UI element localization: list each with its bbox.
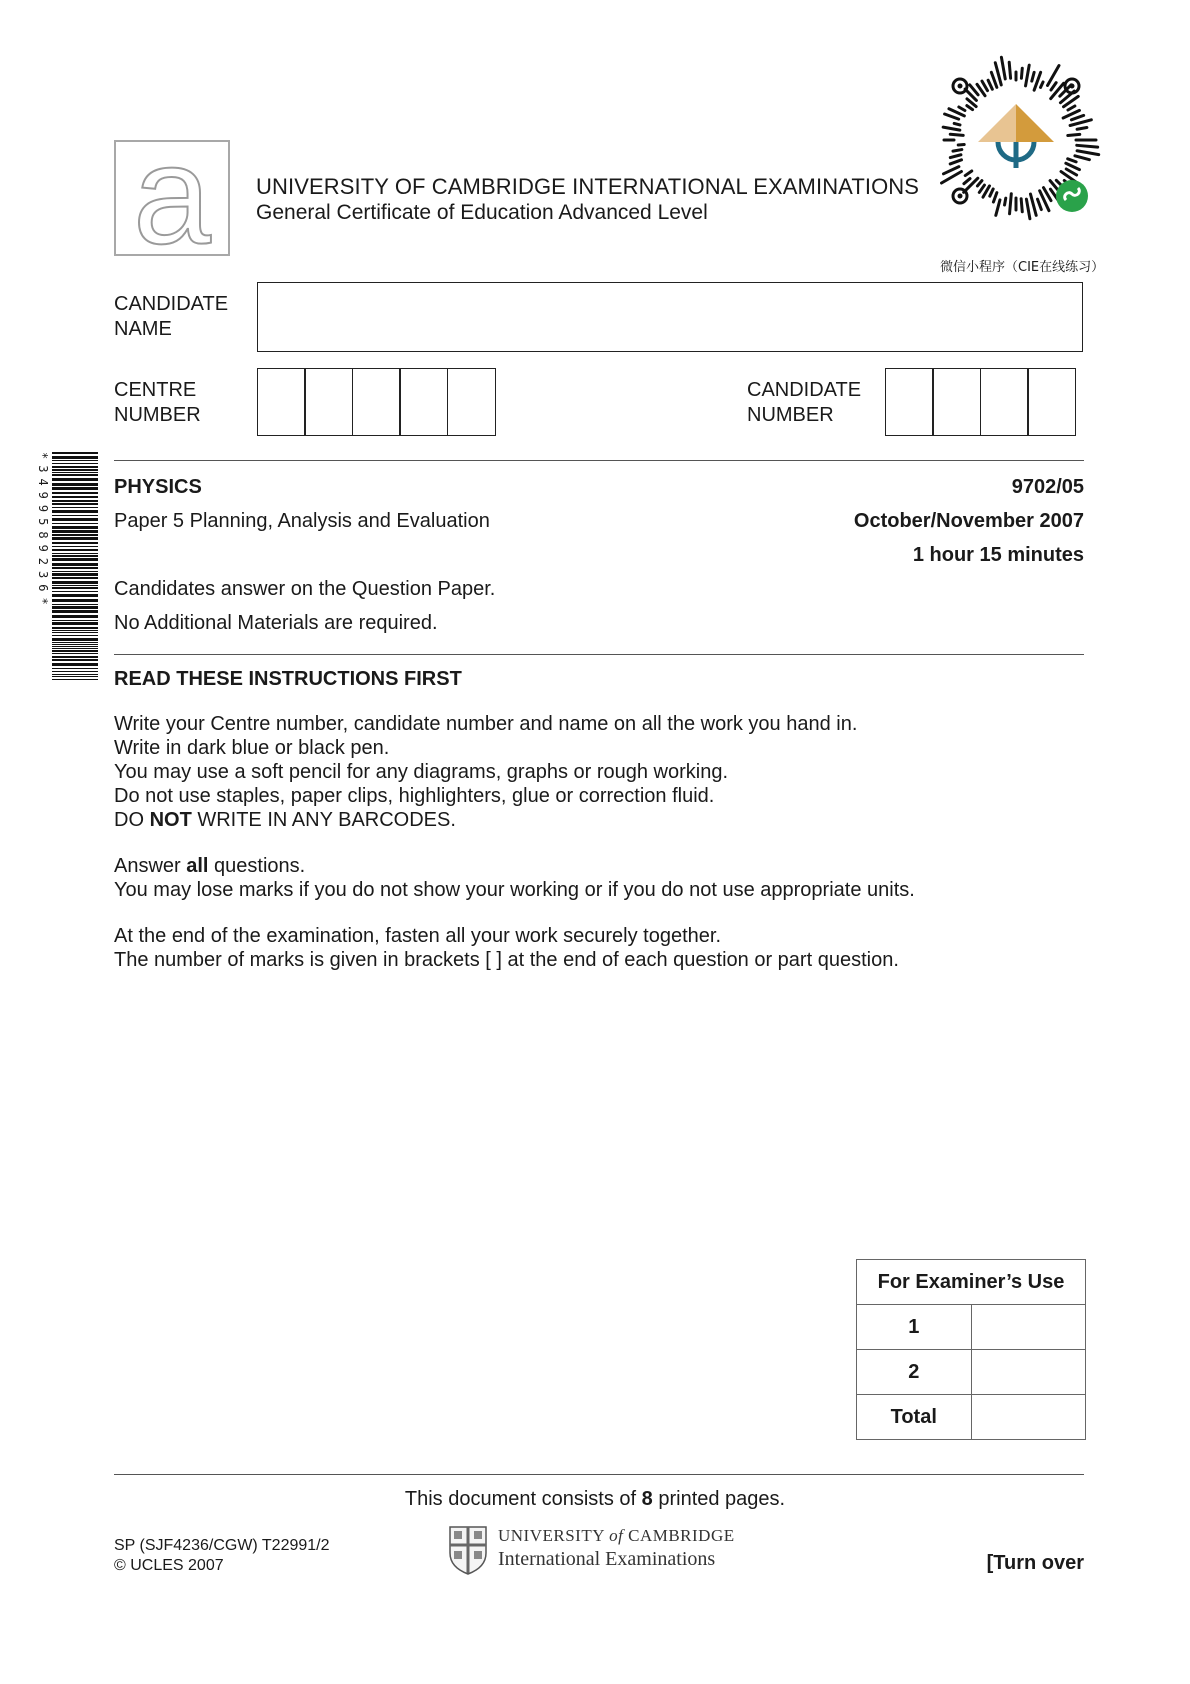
candidate-digit-box[interactable] xyxy=(980,368,1029,436)
centre-digit-box[interactable] xyxy=(257,368,306,436)
barcode-bar xyxy=(52,632,98,633)
barcode-bar xyxy=(52,642,98,643)
candidate-digit-box[interactable] xyxy=(932,368,981,436)
barcode xyxy=(52,452,98,680)
barcode-bar xyxy=(52,627,98,629)
qr-ray xyxy=(1068,106,1075,110)
qr-ray xyxy=(988,80,992,89)
barcode-bar xyxy=(52,463,98,464)
barcode-bar xyxy=(52,615,98,618)
barcode-bar xyxy=(52,620,98,621)
barcode-bar xyxy=(52,483,98,486)
candidate-number-label: CANDIDATE NUMBER xyxy=(747,379,862,426)
centre-digit-box[interactable] xyxy=(352,368,401,436)
barcode-bar xyxy=(52,456,98,459)
qr-ray xyxy=(1021,199,1022,212)
qr-ray xyxy=(945,114,959,119)
qr-ray xyxy=(1066,169,1076,175)
qr-ray xyxy=(953,150,962,152)
qr-ray xyxy=(1005,198,1006,205)
qr-ray xyxy=(1075,156,1089,160)
qr-ray xyxy=(991,72,996,87)
barcode-bar xyxy=(52,542,98,544)
barcode-bar xyxy=(52,656,98,658)
barcode-bar xyxy=(52,452,98,454)
qr-ray xyxy=(964,179,970,184)
qr-ray xyxy=(977,181,981,186)
instructions-heading: READ THESE INSTRUCTIONS FIRST xyxy=(114,668,462,690)
instruction-line: Write in dark blue or black pen. xyxy=(114,737,390,759)
qr-ray xyxy=(1026,65,1030,86)
barcode-bar xyxy=(52,546,98,547)
paper-title: Paper 5 Planning, Analysis and Evaluation xyxy=(114,510,490,532)
qr-ray xyxy=(967,106,973,110)
barcode-bar xyxy=(52,577,98,579)
qr-caption: 微信小程序（CIE在线练习） xyxy=(940,260,1105,275)
paper-code: 9702/05 xyxy=(1011,476,1084,498)
qr-ray xyxy=(950,160,961,164)
qr-ray xyxy=(1032,72,1034,81)
qr-ray xyxy=(1026,199,1029,219)
qr-ray xyxy=(1077,145,1098,147)
cambridge-wordmark: UNIVERSITY of CAMBRIDGE International Examinations xyxy=(498,1526,735,1570)
candidate-name-label: CANDIDATE NAME xyxy=(114,293,229,340)
qr-ray xyxy=(1071,115,1083,119)
divider xyxy=(114,460,1084,461)
examiner-use-title: For Examiner’s Use xyxy=(857,1260,1086,1305)
qr-ray xyxy=(1077,127,1087,129)
barcode-bar xyxy=(52,599,98,602)
syllabus-ref: SP (SJF4236/CGW) T22991/2 xyxy=(114,1537,330,1554)
qr-ray xyxy=(1041,82,1044,87)
barcode-bar xyxy=(52,676,98,677)
mark-cell[interactable] xyxy=(971,1350,1086,1395)
barcode-bar xyxy=(52,474,98,476)
barcode-bar xyxy=(52,530,98,533)
barcode-bar xyxy=(52,460,98,461)
instruction-line: DO NOT WRITE IN ANY BARCODES. xyxy=(114,809,456,831)
barcode-bar xyxy=(52,558,98,561)
barcode-bar xyxy=(52,638,98,641)
qr-ray xyxy=(958,145,964,146)
barcode-bar xyxy=(52,553,98,554)
candidate-name-field[interactable] xyxy=(257,282,1083,352)
centre-digit-box[interactable] xyxy=(399,368,448,436)
university-crest-icon xyxy=(448,1525,488,1575)
barcode-bar xyxy=(52,622,98,625)
instructions-block xyxy=(114,712,915,972)
barcode-bar xyxy=(52,630,98,631)
barcode-bar xyxy=(52,610,98,613)
qr-ray xyxy=(1001,57,1005,79)
certificate-level: General Certificate of Education Advanced Level xyxy=(256,201,708,224)
barcode-bar xyxy=(52,500,98,502)
document-ref xyxy=(114,1536,330,1576)
barcode-bar xyxy=(52,635,98,636)
barcode-bar xyxy=(52,668,98,669)
barcode-bar xyxy=(52,587,98,589)
barcode-bar xyxy=(52,492,98,494)
barcode-bar xyxy=(52,496,98,498)
instruction-line: Answer all questions. xyxy=(114,855,306,877)
cie-logo xyxy=(114,116,230,273)
centre-number-field[interactable] xyxy=(258,368,496,436)
barcode-bar xyxy=(52,537,98,540)
barcode-bar xyxy=(52,573,98,576)
barcode-bar xyxy=(52,534,98,536)
qr-ray xyxy=(943,127,960,130)
barcode-bar xyxy=(52,515,98,516)
logo-letter: a xyxy=(133,116,211,273)
barcode-bar xyxy=(52,648,98,649)
centre-number-label: CENTRE NUMBER xyxy=(114,379,201,426)
qr-ray xyxy=(1010,194,1012,214)
page-count: This document consists of 8 printed pages. xyxy=(404,1488,786,1510)
qr-ray xyxy=(1038,199,1042,209)
barcode-digits: *3499589236* xyxy=(36,452,50,611)
barcode-bar xyxy=(52,663,98,666)
barcode-bar xyxy=(52,591,98,592)
subject: PHYSICS xyxy=(114,476,202,498)
qr-ray xyxy=(1068,159,1076,162)
qr-ray xyxy=(990,189,993,196)
divider xyxy=(114,654,1084,655)
barcode-bar xyxy=(52,679,98,680)
barcode-bar xyxy=(52,526,98,529)
qr-ray xyxy=(1077,151,1099,155)
barcode-bar xyxy=(52,510,98,513)
answer-on-paper: Candidates answer on the Question Paper. xyxy=(114,578,496,600)
examiner-use-table xyxy=(856,1259,1086,1440)
materials-note: No Additional Materials are required. xyxy=(114,612,438,634)
instruction-line: You may lose marks if you do not show your working or if you do not use appropriate units. xyxy=(114,879,915,901)
barcode-bar xyxy=(52,478,98,481)
instruction-line: Write your Centre number, candidate number and name on all the work you hand in. xyxy=(114,713,858,735)
qr-ray xyxy=(1021,68,1022,78)
divider xyxy=(114,1474,1084,1475)
barcode-bar xyxy=(52,659,98,661)
qr-ray xyxy=(1009,62,1010,78)
total-mark-cell[interactable] xyxy=(971,1395,1086,1440)
candidate-number-field[interactable] xyxy=(886,368,1076,436)
barcode-bar xyxy=(52,472,98,473)
barcode-bar xyxy=(52,653,98,654)
centre-digit-box[interactable] xyxy=(304,368,353,436)
barcode-bar xyxy=(52,469,98,471)
candidate-digit-box[interactable] xyxy=(885,368,934,436)
barcode-bar xyxy=(52,650,98,652)
qr-ray xyxy=(1051,83,1056,90)
barcode-bar xyxy=(52,606,98,609)
qr-ray xyxy=(959,107,965,111)
instruction-line: At the end of the examination, fasten all your work securely together. xyxy=(114,925,722,947)
barcode-bar xyxy=(52,581,98,584)
qr-ray xyxy=(1030,194,1036,215)
barcode-bar xyxy=(52,523,98,524)
barcode-bar xyxy=(52,555,98,557)
qr-ray xyxy=(965,171,972,176)
turn-over-note: [Turn over xyxy=(986,1552,1084,1574)
barcode-bar xyxy=(52,585,98,586)
total-label: Total xyxy=(857,1395,972,1440)
barcode-bar xyxy=(52,567,98,569)
barcode-bar xyxy=(52,549,98,551)
barcode-bar xyxy=(52,644,98,645)
exam-duration: 1 hour 15 minutes xyxy=(912,544,1084,566)
barcode-bar xyxy=(52,604,98,605)
mark-cell[interactable] xyxy=(971,1305,1086,1350)
instruction-line: Do not use staples, paper clips, highlighters, glue or correction fluid. xyxy=(114,785,715,807)
qr-ray xyxy=(950,134,963,135)
qr-ray xyxy=(950,155,961,158)
instruction-line: You may use a soft pencil for any diagrams, graphs or rough working. xyxy=(114,761,729,783)
candidate-digit-box[interactable] xyxy=(1027,368,1076,436)
barcode-bar xyxy=(52,503,98,505)
instruction-line: The number of marks is given in brackets [ ] at the end of each question or part question. xyxy=(114,949,899,971)
question-number: 1 xyxy=(857,1305,972,1350)
qr-ray xyxy=(982,81,988,91)
barcode-bar xyxy=(52,507,98,508)
copyright: © UCLES 2007 xyxy=(114,1557,224,1574)
centre-digit-box[interactable] xyxy=(447,368,496,436)
barcode-bar xyxy=(52,487,98,490)
qr-ray xyxy=(979,185,984,192)
barcode-bar xyxy=(52,466,98,468)
qr-ray xyxy=(1068,134,1080,135)
barcode-bar xyxy=(52,594,98,597)
barcode-bar xyxy=(52,671,98,672)
org-name: UNIVERSITY OF CAMBRIDGE INTERNATIONAL EXAMINATIONS xyxy=(256,174,920,199)
question-number: 2 xyxy=(857,1350,972,1395)
qr-code-icon xyxy=(926,50,1106,230)
barcode-bar xyxy=(52,563,98,566)
barcode-bar xyxy=(52,646,98,647)
barcode-bar xyxy=(52,518,98,521)
qr-ray xyxy=(954,123,960,125)
qr-ray xyxy=(996,200,1000,215)
barcode-bar xyxy=(52,571,98,572)
barcode-bar xyxy=(52,674,98,675)
qr-ray xyxy=(993,193,996,202)
exam-session: October/November 2007 xyxy=(853,510,1084,532)
